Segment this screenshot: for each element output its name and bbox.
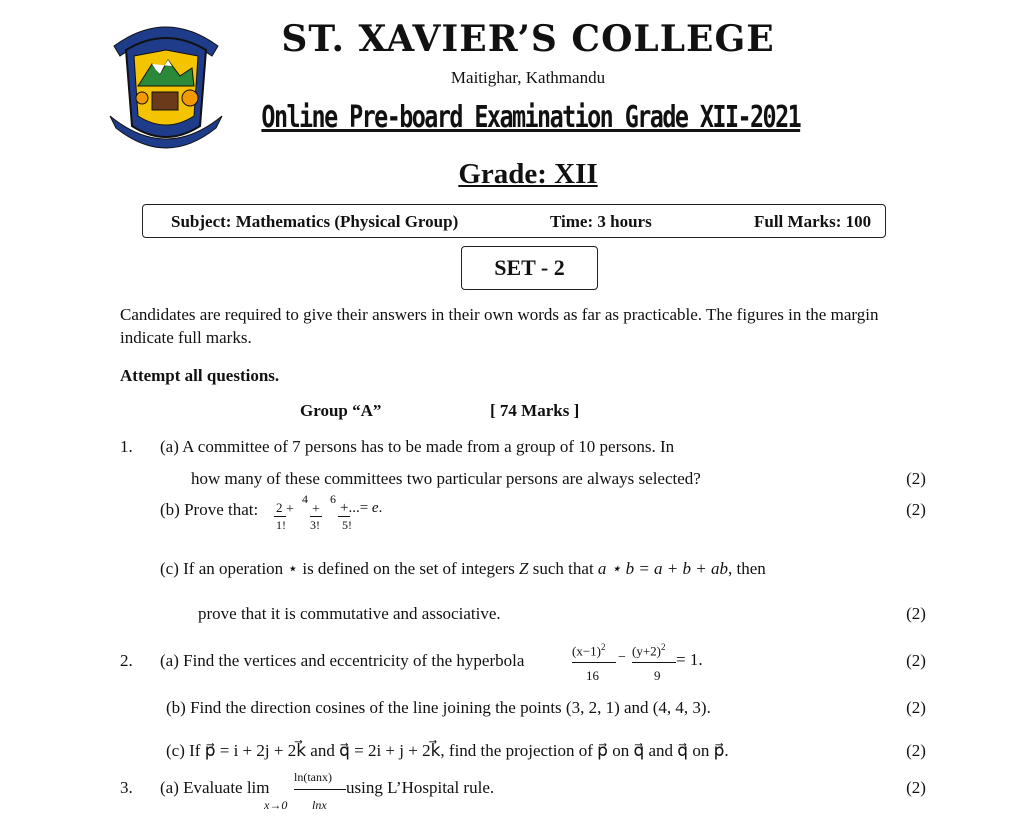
grade-heading: Grade: XII [458, 158, 598, 190]
q3a-tail: using L’Hospital rule. [346, 778, 495, 797]
star-operator: ⋆ [287, 559, 299, 578]
q1c-line-1 [160, 559, 766, 579]
college-title: ST. XAVIER’S COLLEGE [281, 18, 775, 60]
hyperbola-equation: $(x-1)^2$ − $(y+2)^2$ = 1. 16 9 [572, 642, 703, 683]
q1c-text-3: such that [528, 559, 598, 578]
q1c-text-1: (c) If an operation [160, 559, 288, 578]
fraction-bar [294, 789, 346, 790]
q2b-marks: (2) [906, 698, 926, 717]
q3-number: 3. [120, 778, 133, 797]
set-label: SET - 2 [461, 246, 598, 290]
q1c-marks: (2) [906, 604, 926, 623]
operation-definition: a ⋆ b = a + b + ab [597, 559, 728, 578]
q1a-marks: (2) [906, 469, 926, 488]
group-marks: [ 74 Marks ] [490, 401, 580, 420]
exam-title: Online Pre-board Examination Grade XII-2021 [261, 100, 801, 135]
set-z: Z [519, 559, 529, 578]
group-name: Group “A” [300, 401, 382, 420]
q3a-lead: (a) Evaluate lim [160, 778, 270, 797]
q1b-series-formula: 2 + 4 + 6 +...= e. 1! 3! 5! [276, 492, 383, 532]
q1b-lead: (b) Prove that: [160, 500, 259, 519]
q2-number: 2. [120, 651, 133, 670]
subject-label: Subject: Mathematics (Physical Group) [171, 212, 459, 231]
limit-denominator: lnx [312, 798, 327, 812]
q2a-marks: (2) [906, 651, 926, 670]
q2a-lead: (a) Find the vertices and eccentricity of the hyperbola [160, 651, 525, 670]
instructions-line-2: indicate full marks. [120, 328, 252, 347]
q1c-text-2: is defined on the set of integers [298, 559, 520, 578]
q1c-text-4: , then [727, 559, 766, 578]
college-location: Maitighar, Kathmandu [450, 68, 606, 87]
q1-number: 1. [120, 437, 133, 456]
q2c-marks: (2) [906, 741, 926, 760]
exam-info-box [142, 204, 886, 238]
full-marks-label: Full Marks: 100 [754, 212, 872, 231]
q1b-marks: (2) [906, 500, 926, 519]
limit-numerator: ln(tanx) [294, 770, 332, 784]
q2b-text: (b) Find the direction cosines of the line joining the points (3, 2, 1) and (4, 4, 3). [166, 698, 711, 717]
time-label: Time: 3 hours [550, 212, 652, 231]
limit-subscript: x→0 [264, 798, 288, 812]
q1a-line-2: how many of these committees two particular persons are always selected? [191, 469, 701, 488]
q3a-marks: (2) [906, 778, 926, 797]
q1c-line-2: prove that it is commutative and associative. [198, 604, 501, 623]
attempt-instruction: Attempt all questions. [120, 366, 280, 385]
q2c-text: (c) If p⃗ = i + 2j + 2k⃗ and q⃗ = 2i + j + 2k⃗, find the projection of p⃗ on q⃗ and q⃗ on p⃗. [166, 741, 729, 760]
instructions-line-1: Candidates are required to give their answers in their own words as far as practicable. The figures in the margin [120, 305, 879, 324]
q1a-line-1: (a) A committee of 7 persons has to be made from a group of 10 persons. In [160, 437, 675, 456]
